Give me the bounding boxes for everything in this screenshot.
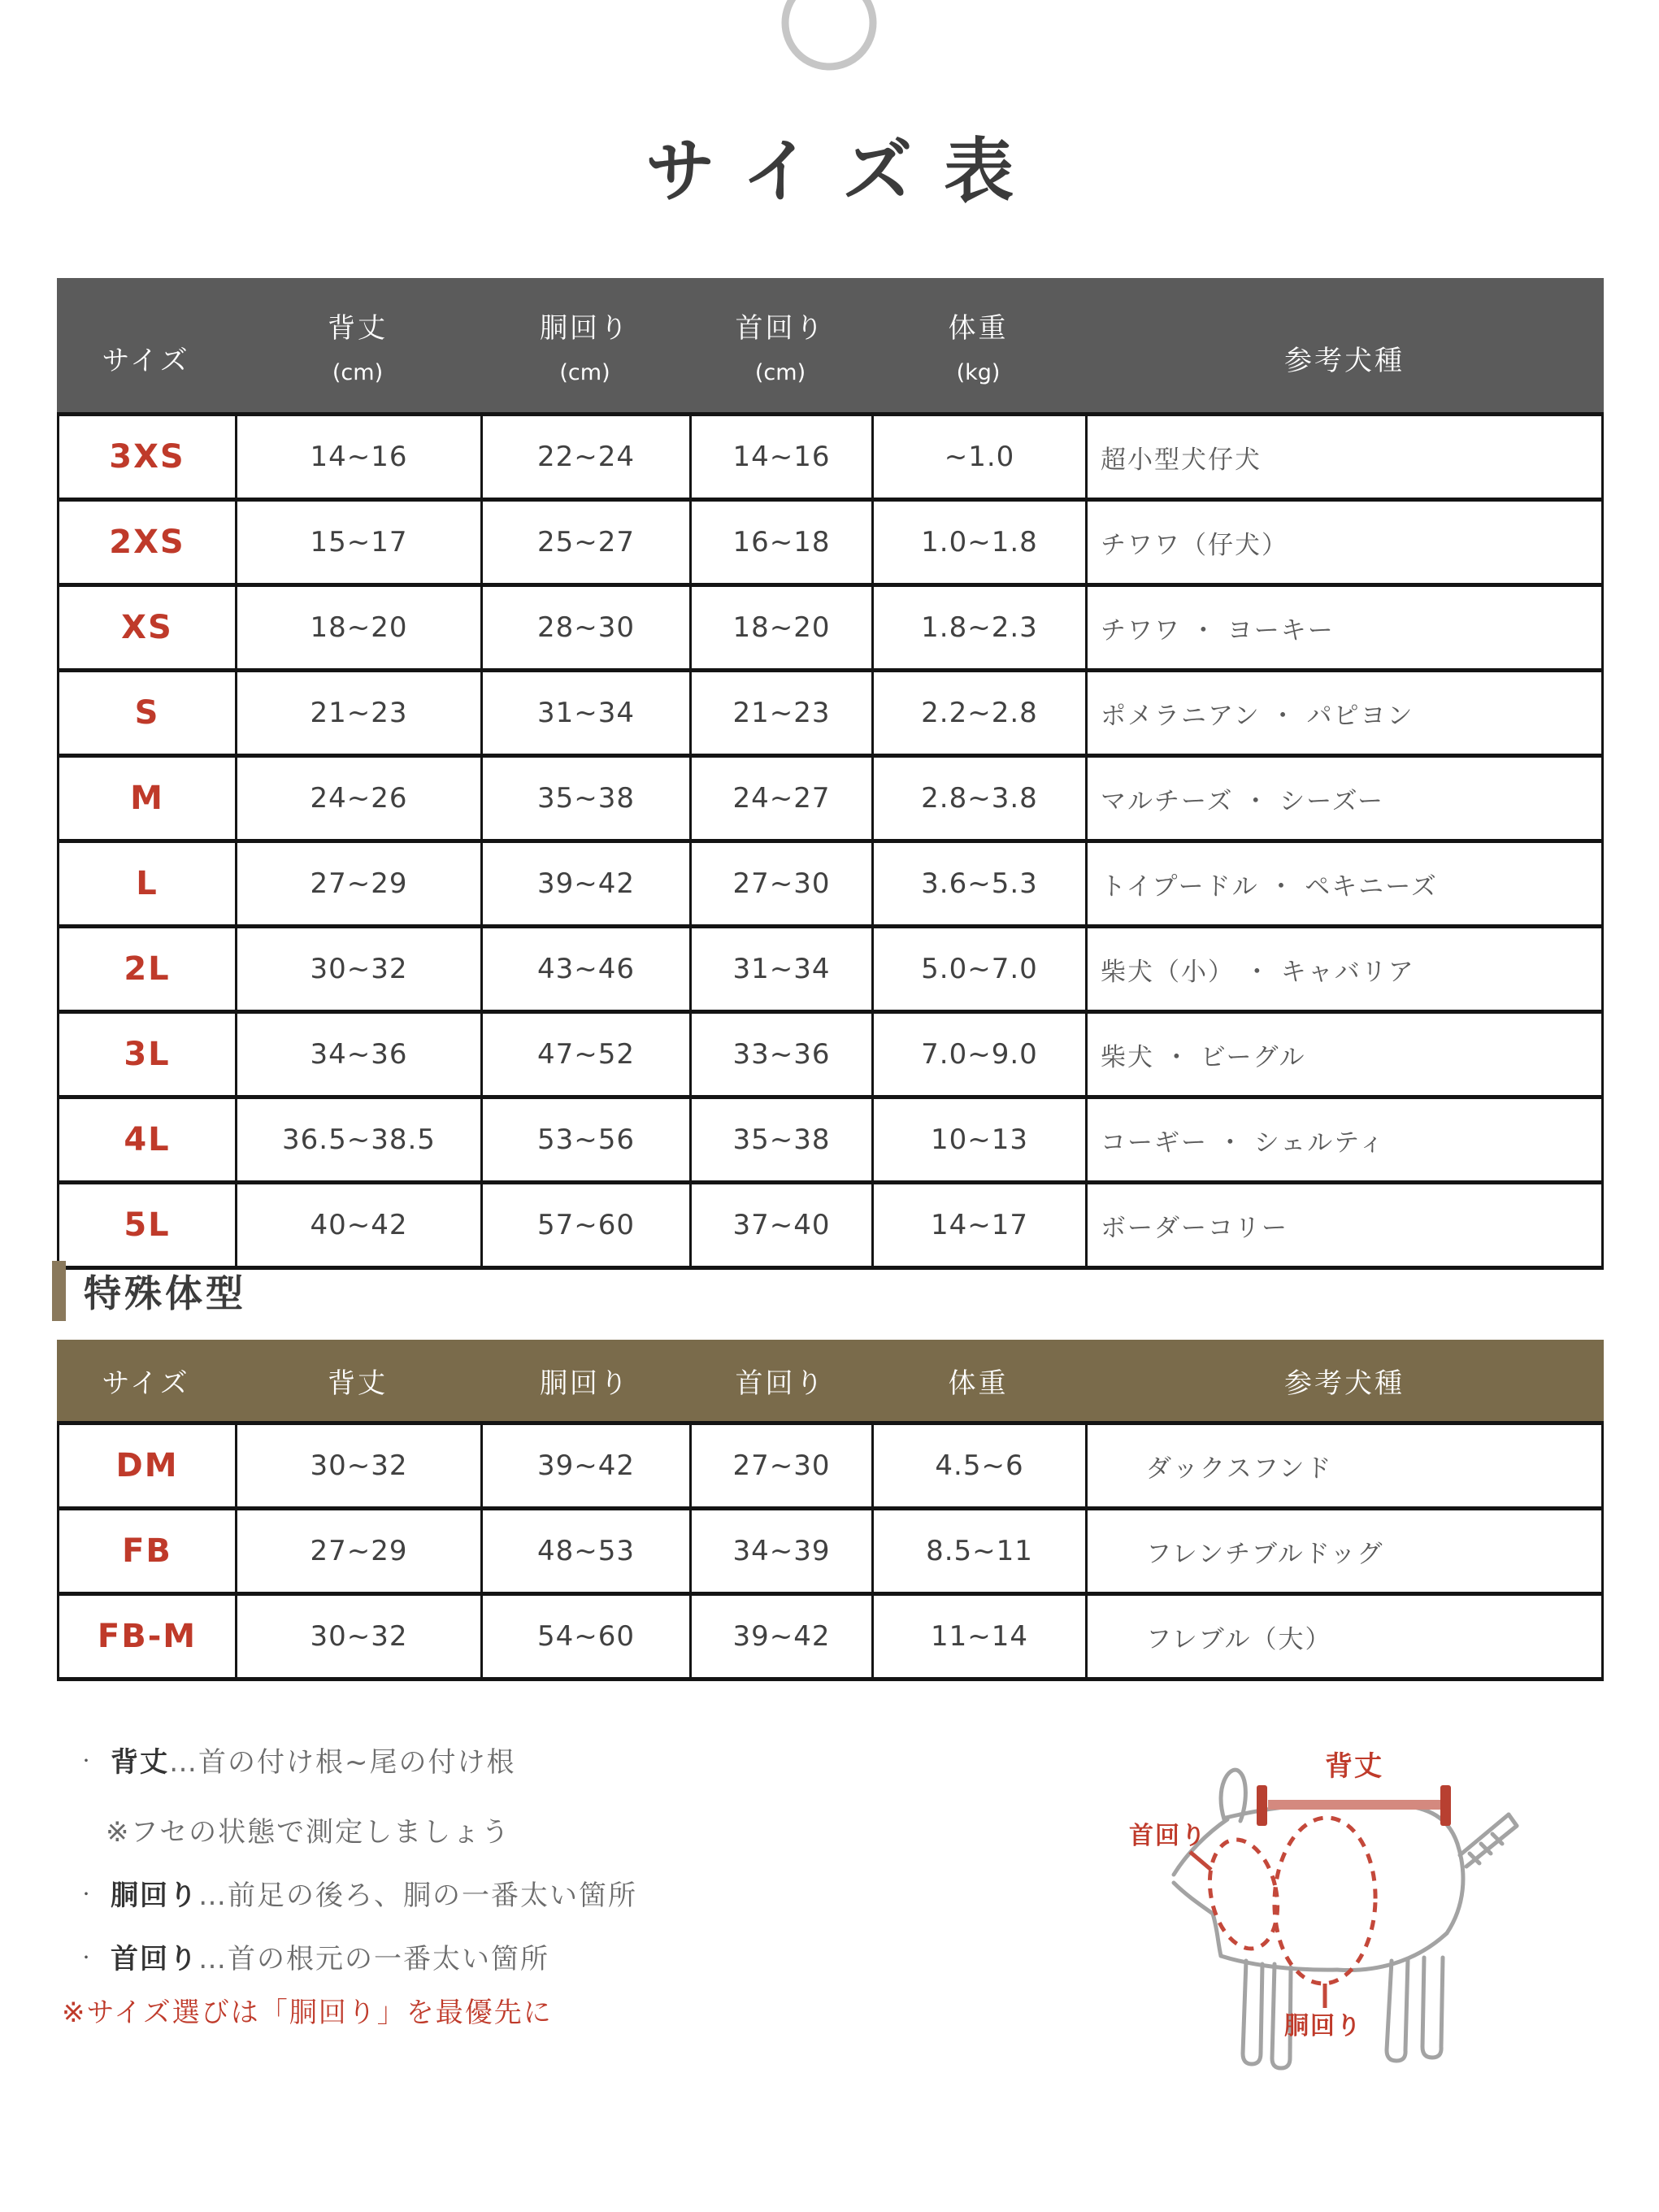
header-label: 体重 <box>948 1367 1009 1400</box>
weight-cell: 14~17 <box>873 1183 1087 1268</box>
back-cell: 30~32 <box>237 1423 482 1509</box>
header-label: サイズ <box>102 1367 190 1400</box>
hang-hole-ring <box>764 0 894 81</box>
neck-cell: 27~30 <box>691 841 873 927</box>
table-row <box>59 671 1603 756</box>
weight-cell: 10~13 <box>873 1097 1087 1183</box>
size-cell: 2XS <box>59 500 237 585</box>
header-label: 参考犬種 <box>1284 345 1405 377</box>
back-length-label: 背丈 <box>1325 1750 1383 1783</box>
girth-cell: 35~38 <box>482 756 691 841</box>
back-cell: 21~23 <box>237 671 482 756</box>
girth-cell: 39~42 <box>482 841 691 927</box>
note-term: 背丈 <box>111 1746 169 1779</box>
table-row <box>59 585 1603 671</box>
header-size <box>57 278 235 412</box>
back-cell: 24~26 <box>237 756 482 841</box>
header-label: 背丈 <box>328 1367 388 1400</box>
girth-cell: 31~34 <box>482 671 691 756</box>
table-row <box>59 1594 1603 1680</box>
neck-cell: 31~34 <box>691 927 873 1012</box>
size-cell: FB-M <box>59 1594 237 1680</box>
neck-pointer-line <box>1190 1852 1211 1870</box>
special-size-table <box>57 1421 1604 1681</box>
back-cell: 27~29 <box>237 1509 482 1594</box>
weight-cell: 1.8~2.3 <box>873 585 1087 671</box>
back-bar-right-cap <box>1440 1785 1451 1826</box>
dog-measurement-diagram <box>1105 1723 1609 2073</box>
header-weight <box>871 1340 1085 1421</box>
header-label: 背丈 <box>328 311 388 345</box>
girth-cell: 39~42 <box>482 1423 691 1509</box>
header-back <box>235 1340 480 1421</box>
neck-girth-label: 首回り <box>1129 1822 1207 1850</box>
back-cell: 40~42 <box>237 1183 482 1268</box>
note-line <box>62 1990 553 2030</box>
note-text: ※フセの状態で測定しましょう <box>106 1816 511 1849</box>
note-line <box>78 1873 637 1913</box>
breeds-cell: 柴犬（小） ・ キャバリア <box>1087 927 1603 1012</box>
header-label: 首回り <box>735 311 826 345</box>
header-weight <box>871 278 1085 412</box>
section-accent-bar <box>52 1261 66 1321</box>
header-breeds <box>1085 1340 1604 1421</box>
breeds-cell: ポメラニアン ・ パピヨン <box>1087 671 1603 756</box>
neck-cell: 24~27 <box>691 756 873 841</box>
special-table-header <box>57 1340 1604 1421</box>
breeds-cell: 超小型犬仔犬 <box>1087 415 1603 500</box>
girth-cell: 47~52 <box>482 1012 691 1097</box>
size-cell: XS <box>59 585 237 671</box>
breeds-cell: フレンチブルドッグ <box>1087 1509 1603 1594</box>
header-breeds <box>1085 278 1604 412</box>
neck-cell: 18~20 <box>691 585 873 671</box>
table-row <box>59 415 1603 500</box>
size-cell: DM <box>59 1423 237 1509</box>
main-size-table <box>57 412 1604 1270</box>
neck-cell: 35~38 <box>691 1097 873 1183</box>
header-size <box>57 1340 235 1421</box>
back-cell: 30~32 <box>237 1594 482 1680</box>
header-neck <box>689 1340 871 1421</box>
table-row <box>59 1423 1603 1509</box>
breeds-cell: フレブル（大） <box>1087 1594 1603 1680</box>
girth-cell: 22~24 <box>482 415 691 500</box>
weight-cell: 3.6~5.3 <box>873 841 1087 927</box>
header-girth <box>480 1340 689 1421</box>
body-girth-label: 胴回り <box>1284 2012 1362 2040</box>
back-bar-left-cap <box>1257 1785 1267 1826</box>
girth-cell: 57~60 <box>482 1183 691 1268</box>
header-label: 首回り <box>735 1367 826 1400</box>
header-label: 参考犬種 <box>1284 1367 1405 1400</box>
size-cell: L <box>59 841 237 927</box>
size-cell: 3XS <box>59 415 237 500</box>
header-unit: (cm) <box>332 359 384 385</box>
table-row <box>59 1509 1603 1594</box>
neck-cell: 16~18 <box>691 500 873 585</box>
header-neck <box>689 278 871 412</box>
page-title: サイズ表 <box>645 131 1045 212</box>
neck-cell: 21~23 <box>691 671 873 756</box>
note-line <box>106 1810 510 1849</box>
neck-cell: 27~30 <box>691 1423 873 1509</box>
chest-girth-ellipse <box>1271 1816 1378 1985</box>
header-label: 体重 <box>948 311 1009 345</box>
neck-cell: 37~40 <box>691 1183 873 1268</box>
table-row <box>59 1097 1603 1183</box>
breeds-cell: ダックスフンド <box>1087 1423 1603 1509</box>
neck-cell: 39~42 <box>691 1594 873 1680</box>
special-table-body <box>59 1423 1603 1680</box>
girth-cell: 28~30 <box>482 585 691 671</box>
header-label: 胴回り <box>540 1367 630 1400</box>
main-table-header <box>57 278 1604 412</box>
neck-cell: 33~36 <box>691 1012 873 1097</box>
table-row <box>59 841 1603 927</box>
breeds-cell: ボーダーコリー <box>1087 1183 1603 1268</box>
size-cell: 5L <box>59 1183 237 1268</box>
breeds-cell: トイプードル ・ ペキニーズ <box>1087 841 1603 927</box>
note-text: ※サイズ選びは「胴回り」を最優先に <box>62 1997 553 2029</box>
breeds-cell: コーギー ・ シェルティ <box>1087 1097 1603 1183</box>
bullet-icon: ・ <box>78 1884 96 1904</box>
neck-cell: 14~16 <box>691 415 873 500</box>
note-text: …首の根元の一番太い箇所 <box>198 1943 549 1975</box>
note-term: 胴回り <box>111 1880 198 1912</box>
breeds-cell: チワワ（仔犬） <box>1087 500 1603 585</box>
size-cell: 3L <box>59 1012 237 1097</box>
note-text: …前足の後ろ、胴の一番太い箇所 <box>198 1880 637 1912</box>
note-term: 首回り <box>111 1943 198 1975</box>
weight-cell: 8.5~11 <box>873 1509 1087 1594</box>
girth-cell: 54~60 <box>482 1594 691 1680</box>
header-label: サイズ <box>102 345 190 377</box>
back-length-bar <box>1268 1800 1440 1810</box>
size-cell: S <box>59 671 237 756</box>
weight-cell: 4.5~6 <box>873 1423 1087 1509</box>
special-section-heading <box>52 1258 246 1323</box>
weight-cell: 11~14 <box>873 1594 1087 1680</box>
main-table-body <box>59 415 1603 1268</box>
back-cell: 15~17 <box>237 500 482 585</box>
weight-cell: 5.0~7.0 <box>873 927 1087 1012</box>
girth-cell: 25~27 <box>482 500 691 585</box>
bullet-icon: ・ <box>78 1751 96 1771</box>
size-cell: FB <box>59 1509 237 1594</box>
back-cell: 34~36 <box>237 1012 482 1097</box>
header-girth <box>480 278 689 412</box>
table-row <box>59 500 1603 585</box>
size-cell: 2L <box>59 927 237 1012</box>
ring-circle <box>785 0 873 67</box>
breeds-cell: 柴犬 ・ ビーグル <box>1087 1012 1603 1097</box>
neck-cell: 34~39 <box>691 1509 873 1594</box>
back-cell: 27~29 <box>237 841 482 927</box>
header-label: 胴回り <box>540 311 630 345</box>
header-unit: (kg) <box>956 359 1001 385</box>
table-row <box>59 1012 1603 1097</box>
note-text: …首の付け根~尾の付け根 <box>169 1746 516 1779</box>
header-unit: (cm) <box>559 359 610 385</box>
note-line <box>78 1936 549 1976</box>
header-back <box>235 278 480 412</box>
breeds-cell: マルチーズ ・ シーズー <box>1087 756 1603 841</box>
table-row <box>59 927 1603 1012</box>
breeds-cell: チワワ ・ ヨーキー <box>1087 585 1603 671</box>
table-row <box>59 1183 1603 1268</box>
back-cell: 36.5~38.5 <box>237 1097 482 1183</box>
note-line <box>78 1740 516 1780</box>
back-cell: 14~16 <box>237 415 482 500</box>
weight-cell: 2.8~3.8 <box>873 756 1087 841</box>
special-section-title: 特殊体型 <box>84 1271 246 1315</box>
header-unit: (cm) <box>754 359 806 385</box>
weight-cell: 7.0~9.0 <box>873 1012 1087 1097</box>
bullet-icon: ・ <box>78 1948 96 1967</box>
weight-cell: 2.2~2.8 <box>873 671 1087 756</box>
girth-cell: 43~46 <box>482 927 691 1012</box>
girth-cell: 48~53 <box>482 1509 691 1594</box>
back-cell: 30~32 <box>237 927 482 1012</box>
table-row <box>59 756 1603 841</box>
back-cell: 18~20 <box>237 585 482 671</box>
girth-cell: 53~56 <box>482 1097 691 1183</box>
size-cell: M <box>59 756 237 841</box>
weight-cell: 1.0~1.8 <box>873 500 1087 585</box>
weight-cell: ~1.0 <box>873 415 1087 500</box>
size-cell: 4L <box>59 1097 237 1183</box>
